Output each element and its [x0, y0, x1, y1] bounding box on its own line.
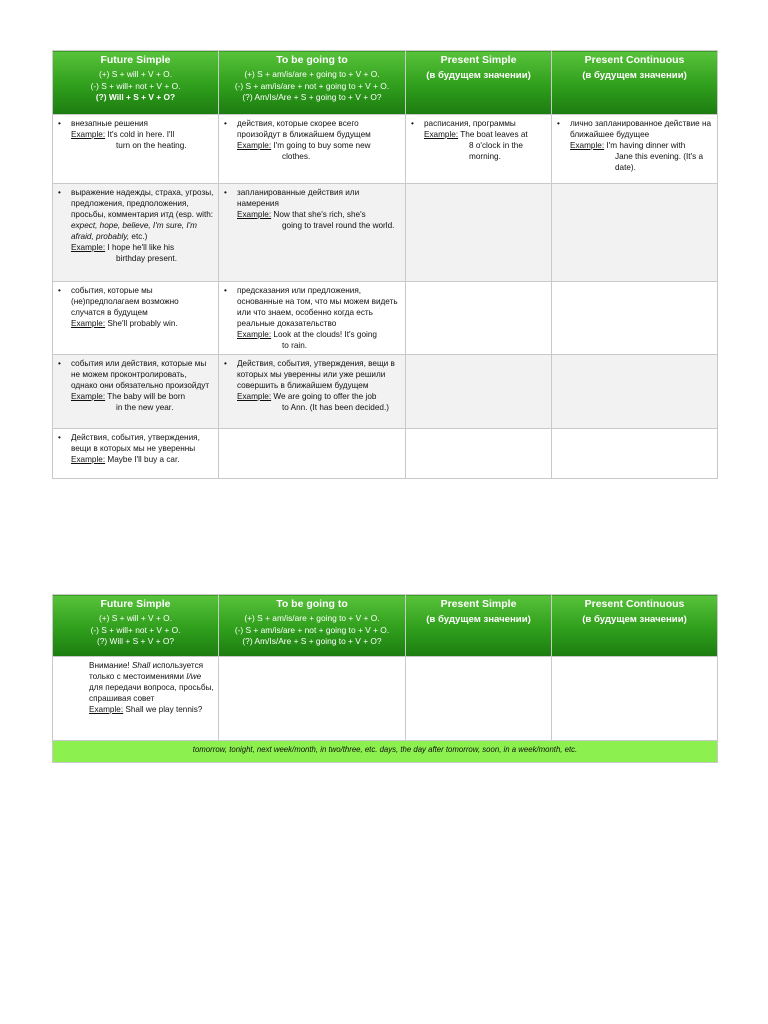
- formula-question: (?) Will + S + V + O?: [96, 636, 175, 646]
- example: [237, 391, 401, 413]
- cell-future-simple: [53, 184, 219, 282]
- table-header-row: [53, 51, 718, 115]
- bullet: •: [411, 119, 414, 128]
- example: [71, 242, 214, 264]
- bullet: •: [58, 119, 61, 128]
- cell-future-simple: [53, 657, 219, 741]
- example-continuation: Jane this evening. (It's a date).: [615, 152, 704, 172]
- header-to-be-going-to: [219, 595, 406, 657]
- table-row: [53, 429, 718, 479]
- example-continuation: going to travel round the world.: [282, 221, 395, 230]
- example-continuation: in the new year.: [116, 403, 174, 412]
- header-to-be-going-to: [219, 51, 406, 115]
- usage-item: [223, 285, 401, 351]
- usage-text: расписания, программы: [424, 119, 516, 128]
- example-label: Example:: [71, 243, 106, 252]
- usage-text: Действия, события, утверждения, вещи в которых мы не уверенны: [71, 433, 200, 453]
- header-present-simple: [406, 595, 552, 657]
- note-tail: для передачи вопроса, просьбы, спрашивая совет: [89, 683, 214, 703]
- usage-tail: etc.): [131, 232, 148, 241]
- example-continuation: to Ann. (It has been decided.): [282, 403, 389, 412]
- example-text: It's cold in here. I'll: [107, 130, 175, 139]
- example-text: The baby will be born: [107, 392, 186, 401]
- cell-to-be-going-to: [219, 184, 406, 282]
- header-subtitle: (в будущем значении): [582, 614, 687, 625]
- usage-text: выражение надежды, страха, угрозы, предложения, предположения, просьбы, комментария итд (esp. with:: [71, 188, 214, 219]
- usage-italic-words: expect, hope, believe, I'm sure, I'm afraid, probably,: [71, 221, 197, 241]
- header-title: Future Simple: [100, 598, 171, 610]
- note-pronouns: I/we: [186, 672, 202, 681]
- usage-text: Действия, события, утверждения, вещи в которых мы уверенны или уже решили совершить в ближайшем будущем: [237, 359, 395, 390]
- shall-note: [57, 660, 214, 715]
- example-continuation: clothes.: [282, 152, 311, 161]
- note-middle: используется только с местоимениями: [89, 661, 204, 681]
- table-row: [53, 184, 718, 282]
- usage-text: внезапные решения: [71, 119, 148, 128]
- example-label: Example:: [237, 392, 272, 401]
- usage-item: [57, 187, 214, 264]
- example-label: Example:: [237, 330, 272, 339]
- header-title: Present Simple: [440, 598, 517, 610]
- bullet: •: [224, 286, 227, 295]
- example-continuation: 8 o'clock in the morning.: [469, 141, 523, 161]
- bullet: •: [224, 188, 227, 197]
- table-row: [53, 355, 718, 429]
- cell-future-simple: [53, 429, 219, 479]
- example: [424, 129, 547, 162]
- cell-present-simple: [406, 282, 552, 355]
- example-continuation: birthday present.: [116, 254, 177, 263]
- usage-item: [57, 358, 214, 413]
- note-shall: Shall: [131, 661, 151, 670]
- bullet: •: [224, 359, 227, 368]
- header-present-simple: [406, 51, 552, 115]
- cell-present-continuous: [552, 184, 718, 282]
- example: [89, 704, 214, 715]
- usage-item: [410, 118, 547, 162]
- usage-item: [57, 432, 214, 465]
- formula-positive: (+) S + will + V + O.: [98, 613, 173, 623]
- header-future-simple: [53, 595, 219, 657]
- cell-to-be-going-to: [219, 355, 406, 429]
- formula-negative: (-) S + am/is/are + not + going to + V + O.: [234, 80, 390, 91]
- example-text: I'm having dinner with: [606, 141, 686, 150]
- table-row: [53, 282, 718, 355]
- header-title: Present Continuous: [584, 54, 685, 66]
- example-label: Example:: [237, 210, 272, 219]
- future-tenses-table-continued: [52, 594, 718, 763]
- header-subtitle: (в будущем значении): [426, 70, 531, 81]
- cell-present-simple: [406, 184, 552, 282]
- example-label: Example:: [424, 130, 459, 139]
- formula-negative: (-) S + will+ not + V + O.: [90, 624, 181, 635]
- usage-item: [57, 285, 214, 329]
- table-header-row: [53, 595, 718, 657]
- cell-present-continuous: [552, 429, 718, 479]
- example: [71, 129, 214, 151]
- example-text: Shall we play tennis?: [125, 705, 203, 714]
- example-label: Example:: [71, 130, 106, 139]
- cell-present-simple: [406, 115, 552, 184]
- example-text: The boat leaves at: [460, 130, 528, 139]
- table-row: [53, 115, 718, 184]
- example: [237, 140, 401, 162]
- example: [71, 318, 214, 329]
- example-label: Example:: [570, 141, 605, 150]
- header-title: To be going to: [276, 54, 348, 66]
- formula-question: (?) Will + S + V + O?: [95, 92, 176, 102]
- example-text: We are going to offer the job: [273, 392, 377, 401]
- header-title: Present Continuous: [584, 598, 685, 610]
- formula-positive: (+) S + am/is/are + going to + V + O.: [244, 613, 380, 623]
- cell-to-be-going-to: [219, 115, 406, 184]
- cell-present-simple: [406, 657, 552, 741]
- bullet: •: [224, 119, 227, 128]
- table-row: [53, 657, 718, 741]
- cell-present-continuous: [552, 282, 718, 355]
- cell-present-continuous: [552, 355, 718, 429]
- usage-item: [223, 187, 401, 231]
- example-continuation: to rain.: [282, 341, 308, 350]
- example-text: Now that she's rich, she's: [273, 210, 366, 219]
- example: [71, 391, 214, 413]
- cell-future-simple: [53, 282, 219, 355]
- example: [570, 140, 713, 173]
- header-subtitle: (в будущем значении): [426, 614, 531, 625]
- usage-text: лично запланированное действие на ближайшее будущее: [570, 119, 712, 139]
- header-present-continuous: [552, 51, 718, 115]
- example-text: Maybe I'll buy a car.: [107, 455, 180, 464]
- cell-to-be-going-to: [219, 282, 406, 355]
- example: [237, 329, 401, 351]
- header-title: Present Simple: [440, 54, 517, 66]
- bullet: •: [58, 286, 61, 295]
- cell-to-be-going-to: [219, 657, 406, 741]
- usage-item: [223, 358, 401, 413]
- example-text: Look at the clouds! It's going: [273, 330, 377, 339]
- usage-item: [223, 118, 401, 162]
- usage-text: действия, которые скорее всего произойдут в ближайшем будущем: [237, 119, 371, 139]
- example: [71, 454, 214, 465]
- time-markers: tomorrow, tonight, next week/month, in two/three, etc. days, the day after tomorrow, soon, in a week/month, etc.: [53, 741, 718, 763]
- cell-present-simple: [406, 429, 552, 479]
- formula-question: (?) Am/Is/Are + S + going to + V + O?: [242, 92, 382, 102]
- header-title: To be going to: [276, 598, 348, 610]
- cell-present-simple: [406, 355, 552, 429]
- bullet: •: [557, 119, 560, 128]
- example: [237, 209, 401, 231]
- example-text: I'm going to buy some new: [273, 141, 371, 150]
- formula-negative: (-) S + will+ not + V + O.: [90, 80, 181, 91]
- note-lead: Внимание!: [89, 661, 130, 670]
- header-title: Future Simple: [100, 54, 171, 66]
- bullet: •: [58, 359, 61, 368]
- cell-to-be-going-to: [219, 429, 406, 479]
- usage-item: [57, 118, 214, 151]
- formula-positive: (+) S + am/is/are + going to + V + O.: [244, 69, 380, 79]
- example-text: I hope he'll like his: [107, 243, 175, 252]
- usage-text: предсказания или предложения, основанные на том, что мы можем видеть или что знаем, особенно когда есть реальные доказательство: [237, 286, 398, 328]
- example-label: Example:: [71, 392, 106, 401]
- cell-future-simple: [53, 115, 219, 184]
- example-label: Example:: [71, 455, 106, 464]
- header-future-simple: [53, 51, 219, 115]
- example-continuation: turn on the heating.: [116, 141, 187, 150]
- header-present-continuous: [552, 595, 718, 657]
- cell-present-continuous: [552, 115, 718, 184]
- time-markers-row: [53, 741, 718, 763]
- example-text: She'll probably win.: [107, 319, 178, 328]
- example-label: Example:: [71, 319, 106, 328]
- usage-text: запланированные действия или намерения: [237, 188, 360, 208]
- bullet: •: [58, 433, 61, 442]
- formula-negative: (-) S + am/is/are + not + going to + V + O.: [234, 624, 390, 635]
- header-subtitle: (в будущем значении): [582, 70, 687, 81]
- future-tenses-table: [52, 50, 718, 479]
- cell-present-continuous: [552, 657, 718, 741]
- usage-text: события, которые мы (не)предполагаем возможно случатся в будущем: [71, 286, 179, 317]
- example-label: Example:: [89, 705, 124, 714]
- example-label: Example:: [237, 141, 272, 150]
- bullet: •: [58, 188, 61, 197]
- usage-item: [556, 118, 713, 173]
- cell-future-simple: [53, 355, 219, 429]
- formula-question: (?) Am/Is/Are + S + going to + V + O?: [242, 636, 382, 646]
- usage-text: события или действия, которые мы не можем проконтролировать, однако они обязательно произойдут: [71, 359, 210, 390]
- formula-positive: (+) S + will + V + O.: [98, 69, 173, 79]
